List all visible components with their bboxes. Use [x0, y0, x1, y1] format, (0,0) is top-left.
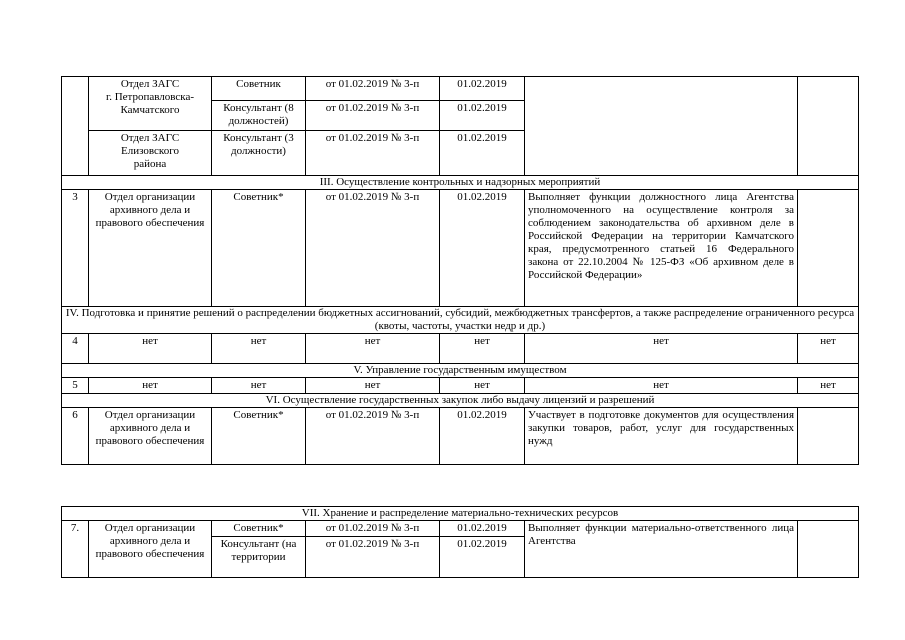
act-cell: нет [306, 334, 440, 364]
department-cell: Отдел организации архивного дела и правового обеспечения [89, 190, 212, 307]
section-header-row [62, 307, 859, 334]
department-line: Отдел ЗАГС [120, 78, 180, 90]
act-cell: от 01.02.2019 № 3-п [306, 131, 440, 176]
note-cell [798, 521, 859, 578]
table-row [62, 190, 859, 307]
date-cell: 01.02.2019 [440, 408, 525, 465]
row-number-cell [62, 77, 89, 176]
position-cell: нет [212, 378, 306, 394]
act-cell: нет [306, 378, 440, 394]
date-cell: 01.02.2019 [440, 190, 525, 307]
department-line: Отдел ЗАГС [120, 132, 180, 144]
section-title: VI. Осуществление государственных закупок либо выдачу лицензий и разрешений [62, 394, 859, 408]
department-cell: нет [89, 378, 212, 394]
row-number-cell: 7. [62, 521, 89, 578]
department-cell: нет [89, 334, 212, 364]
act-cell: от 01.02.2019 № 3-п [306, 101, 440, 131]
table-row [62, 378, 859, 394]
function-cell: Участвует в подготовке документов для осуществления закупки товаров, работ, услуг для государственных нужд [525, 408, 798, 465]
position-cell: нет [212, 334, 306, 364]
department-cell [89, 131, 212, 176]
function-cell: Выполняет функции должностного лица Агентства уполномоченного на осуществление контроля за соблюдением законодательства об архивном деле в Российской Федерации на территории Камчатского края, предусмотренного статьей 16 Федерального закона от 22.10.2004 № 125-ФЗ «Об архивном деле в Российской Федерации» [525, 190, 798, 307]
section-header-row [62, 176, 859, 190]
row-number-cell: 4 [62, 334, 89, 364]
section-header-row [62, 507, 859, 521]
row-number-cell: 6 [62, 408, 89, 465]
table-row [62, 334, 859, 364]
position-cell: Советник* [212, 190, 306, 307]
position-cell: Советник* [212, 521, 306, 537]
note-cell [798, 408, 859, 465]
date-cell: нет [440, 334, 525, 364]
act-cell: от 01.02.2019 № 3-п [306, 521, 440, 537]
function-cell: нет [525, 378, 798, 394]
act-cell: от 01.02.2019 № 3-п [306, 190, 440, 307]
act-cell: от 01.02.2019 № 3-п [306, 537, 440, 578]
function-cell [525, 77, 798, 176]
table-row [62, 521, 859, 537]
department-cell [89, 77, 212, 131]
department-line: Елизовского [121, 145, 179, 157]
department-line: Камчатского [120, 104, 180, 116]
note-cell: нет [798, 334, 859, 364]
date-cell: 01.02.2019 [440, 77, 525, 101]
function-cell: Выполняет функции материально-ответственного лица Агентства [525, 521, 798, 578]
section-header-row [62, 394, 859, 408]
table-row [62, 408, 859, 465]
row-number-cell: 3 [62, 190, 89, 307]
section-header-row [62, 364, 859, 378]
section-title: V. Управление государственным имуществом [62, 364, 859, 378]
date-cell: 01.02.2019 [440, 521, 525, 537]
position-cell: Консультант (8 должностей) [212, 101, 306, 131]
position-cell: Советник [212, 77, 306, 101]
position-cell: Консультант (3 должности) [212, 131, 306, 176]
date-cell: 01.02.2019 [440, 131, 525, 176]
section-title: III. Осуществление контрольных и надзорных мероприятий [62, 176, 859, 190]
act-cell: от 01.02.2019 № 3-п [306, 77, 440, 101]
note-cell: нет [798, 378, 859, 394]
department-line: района [133, 158, 167, 170]
date-cell: 01.02.2019 [440, 537, 525, 578]
date-cell: нет [440, 378, 525, 394]
table-row [62, 77, 859, 101]
note-cell [798, 190, 859, 307]
section-title: VII. Хранение и распределение материально-технических ресурсов [62, 507, 859, 521]
positions-table-continuation [61, 506, 859, 578]
act-cell: от 01.02.2019 № 3-п [306, 408, 440, 465]
date-cell: 01.02.2019 [440, 101, 525, 131]
function-cell: нет [525, 334, 798, 364]
positions-table-main [61, 76, 859, 465]
department-cell: Отдел организации архивного дела и правового обеспечения [89, 408, 212, 465]
position-cell: Советник* [212, 408, 306, 465]
position-cell: Консультант (на территории [212, 537, 306, 578]
department-line: г. Петропавловска- [105, 91, 195, 103]
department-cell: Отдел организации архивного дела и правового обеспечения [89, 521, 212, 578]
section-title: IV. Подготовка и принятие решений о распределении бюджетных ассигнований, субсидий, межбюджетных трансфертов, а также распределение ограниченного ресурса (квоты, частоты, участки недр и др.) [62, 307, 859, 334]
note-cell [798, 77, 859, 176]
row-number-cell: 5 [62, 378, 89, 394]
